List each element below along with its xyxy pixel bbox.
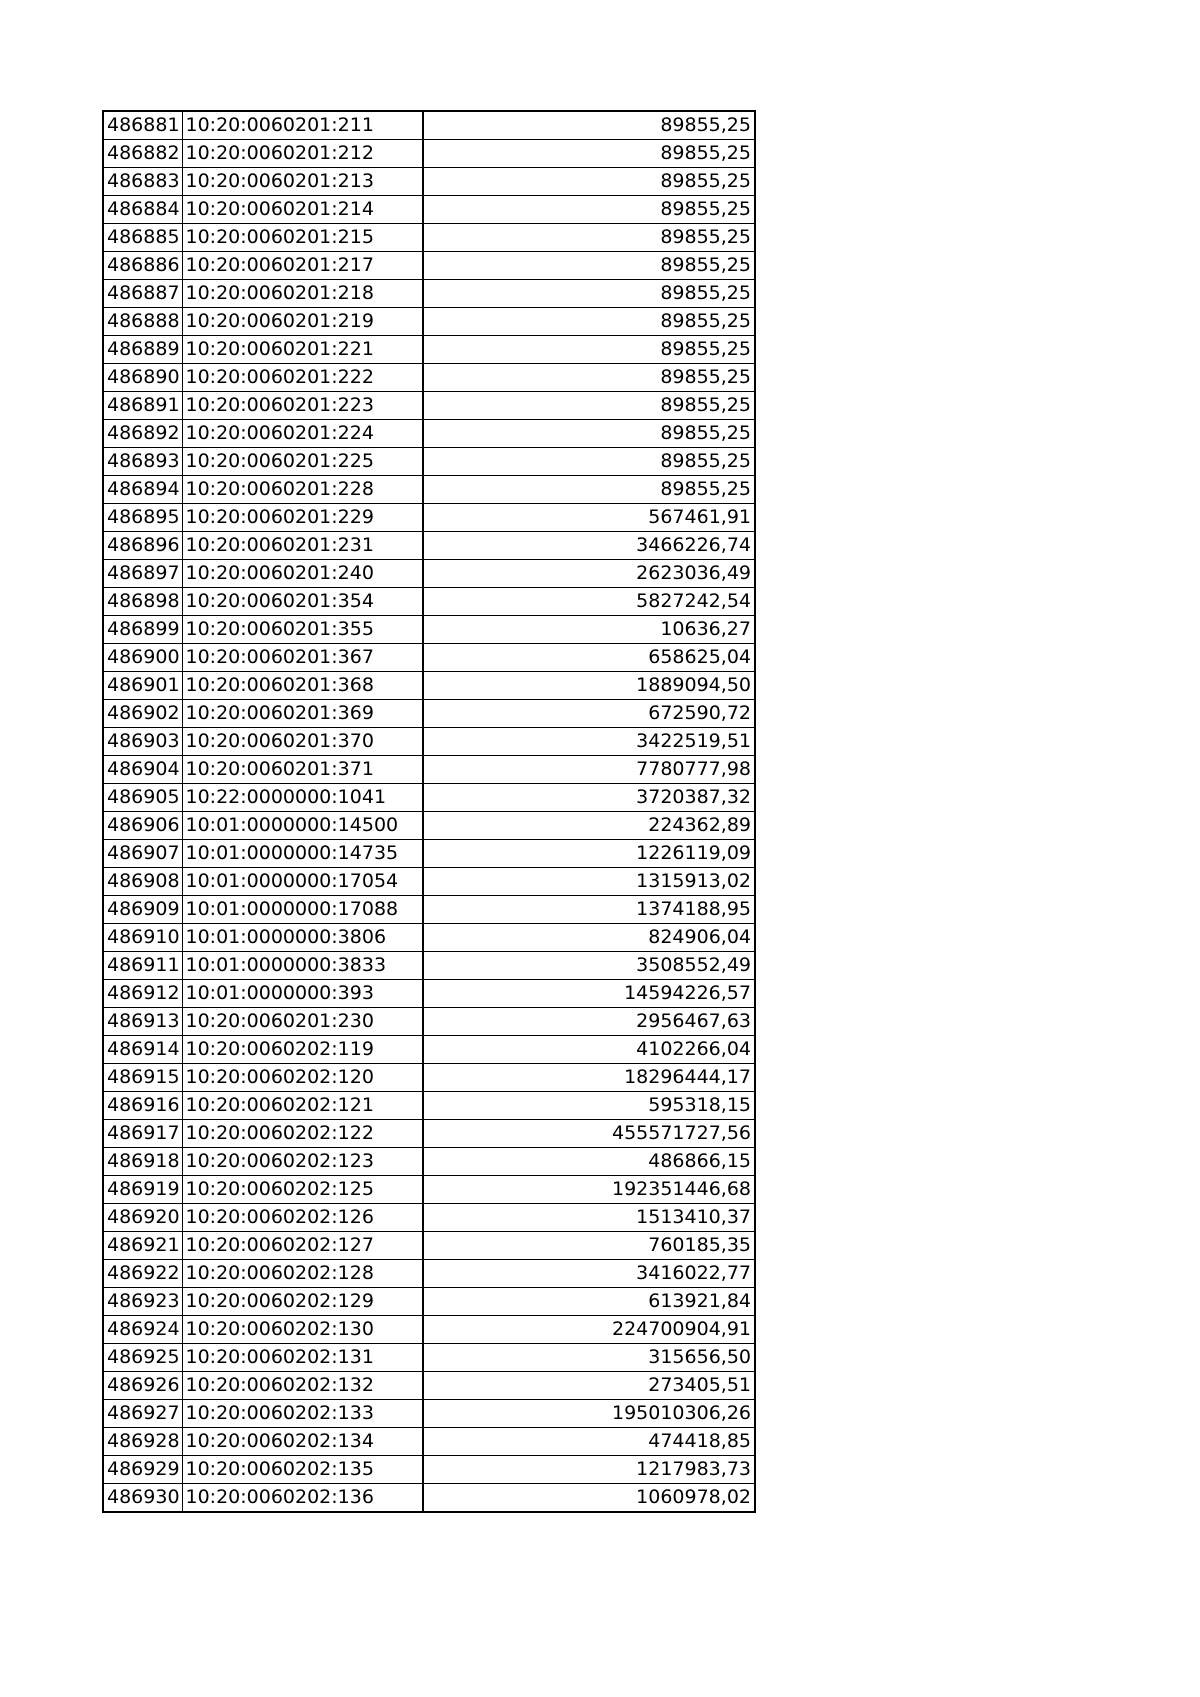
value-cell: 1374188,95 (423, 896, 755, 924)
table-row (103, 1204, 755, 1232)
cadastral-number-cell: 10:20:0060201:354 (182, 588, 423, 616)
cadastral-number-cell: 10:20:0060201:211 (182, 111, 423, 140)
table-row (103, 168, 755, 196)
value-cell: 89855,25 (423, 336, 755, 364)
table-body (103, 111, 755, 1512)
value-cell: 2623036,49 (423, 560, 755, 588)
value-cell: 3508552,49 (423, 952, 755, 980)
row-id-cell: 486907 (103, 840, 182, 868)
value-cell: 89855,25 (423, 224, 755, 252)
table-row (103, 476, 755, 504)
cadastral-number-cell: 10:20:0060201:219 (182, 308, 423, 336)
table-row (103, 532, 755, 560)
value-cell: 89855,25 (423, 476, 755, 504)
row-id-cell: 486889 (103, 336, 182, 364)
cadastral-number-cell: 10:20:0060201:224 (182, 420, 423, 448)
value-cell: 89855,25 (423, 392, 755, 420)
table-row (103, 1260, 755, 1288)
row-id-cell: 486923 (103, 1288, 182, 1316)
value-cell: 89855,25 (423, 420, 755, 448)
value-cell: 3422519,51 (423, 728, 755, 756)
value-cell: 824906,04 (423, 924, 755, 952)
row-id-cell: 486900 (103, 644, 182, 672)
cadastral-number-cell: 10:20:0060202:123 (182, 1148, 423, 1176)
table-row (103, 1400, 755, 1428)
table-row (103, 1372, 755, 1400)
cadastral-number-cell: 10:20:0060201:228 (182, 476, 423, 504)
value-cell: 4102266,04 (423, 1036, 755, 1064)
cadastral-number-cell: 10:20:0060202:131 (182, 1344, 423, 1372)
table-row (103, 1092, 755, 1120)
value-cell: 3720387,32 (423, 784, 755, 812)
cadastral-number-cell: 10:20:0060202:126 (182, 1204, 423, 1232)
row-id-cell: 486887 (103, 280, 182, 308)
table-row (103, 308, 755, 336)
cadastral-number-cell: 10:20:0060201:230 (182, 1008, 423, 1036)
row-id-cell: 486926 (103, 1372, 182, 1400)
table-row (103, 1344, 755, 1372)
table-row (103, 1428, 755, 1456)
cadastral-number-cell: 10:20:0060201:371 (182, 756, 423, 784)
table-row (103, 644, 755, 672)
value-cell: 192351446,68 (423, 1176, 755, 1204)
value-cell: 1315913,02 (423, 868, 755, 896)
value-cell: 455571727,56 (423, 1120, 755, 1148)
cadastral-number-cell: 10:20:0060201:355 (182, 616, 423, 644)
row-id-cell: 486897 (103, 560, 182, 588)
cadastral-number-cell: 10:20:0060201:370 (182, 728, 423, 756)
cadastral-number-cell: 10:20:0060201:217 (182, 252, 423, 280)
cadastral-number-cell: 10:20:0060202:133 (182, 1400, 423, 1428)
row-id-cell: 486928 (103, 1428, 182, 1456)
cadastral-number-cell: 10:20:0060201:369 (182, 700, 423, 728)
cadastral-number-cell: 10:20:0060202:130 (182, 1316, 423, 1344)
value-cell: 5827242,54 (423, 588, 755, 616)
row-id-cell: 486883 (103, 168, 182, 196)
row-id-cell: 486929 (103, 1456, 182, 1484)
value-cell: 14594226,57 (423, 980, 755, 1008)
cadastral-number-cell: 10:01:0000000:14500 (182, 812, 423, 840)
value-cell: 486866,15 (423, 1148, 755, 1176)
table-row (103, 588, 755, 616)
table-row (103, 224, 755, 252)
row-id-cell: 486896 (103, 532, 182, 560)
cadastral-number-cell: 10:01:0000000:14735 (182, 840, 423, 868)
table-row (103, 672, 755, 700)
table-row (103, 756, 755, 784)
value-cell: 1060978,02 (423, 1484, 755, 1513)
table-row (103, 1036, 755, 1064)
row-id-cell: 486890 (103, 364, 182, 392)
row-id-cell: 486924 (103, 1316, 182, 1344)
cadastral-number-cell: 10:20:0060201:215 (182, 224, 423, 252)
cadastral-number-cell: 10:20:0060202:127 (182, 1232, 423, 1260)
value-cell: 567461,91 (423, 504, 755, 532)
value-cell: 89855,25 (423, 364, 755, 392)
cadastral-number-cell: 10:01:0000000:3833 (182, 952, 423, 980)
row-id-cell: 486930 (103, 1484, 182, 1513)
value-cell: 2956467,63 (423, 1008, 755, 1036)
row-id-cell: 486922 (103, 1260, 182, 1288)
row-id-cell: 486885 (103, 224, 182, 252)
cadastral-number-cell: 10:01:0000000:3806 (182, 924, 423, 952)
value-cell: 89855,25 (423, 252, 755, 280)
row-id-cell: 486893 (103, 448, 182, 476)
row-id-cell: 486908 (103, 868, 182, 896)
row-id-cell: 486905 (103, 784, 182, 812)
value-cell: 1513410,37 (423, 1204, 755, 1232)
cadastral-number-cell: 10:20:0060202:128 (182, 1260, 423, 1288)
row-id-cell: 486909 (103, 896, 182, 924)
row-id-cell: 486902 (103, 700, 182, 728)
value-cell: 1226119,09 (423, 840, 755, 868)
cadastral-number-cell: 10:20:0060202:120 (182, 1064, 423, 1092)
table-row (103, 728, 755, 756)
row-id-cell: 486898 (103, 588, 182, 616)
row-id-cell: 486882 (103, 140, 182, 168)
value-cell: 3416022,77 (423, 1260, 755, 1288)
cadastral-number-cell: 10:20:0060202:125 (182, 1176, 423, 1204)
cadastral-number-cell: 10:20:0060201:221 (182, 336, 423, 364)
table-row (103, 952, 755, 980)
row-id-cell: 486894 (103, 476, 182, 504)
value-cell: 760185,35 (423, 1232, 755, 1260)
row-id-cell: 486919 (103, 1176, 182, 1204)
table-row (103, 1288, 755, 1316)
cadastral-number-cell: 10:20:0060202:122 (182, 1120, 423, 1148)
row-id-cell: 486916 (103, 1092, 182, 1120)
row-id-cell: 486921 (103, 1232, 182, 1260)
cadastral-number-cell: 10:20:0060202:132 (182, 1372, 423, 1400)
table-row (103, 448, 755, 476)
row-id-cell: 486906 (103, 812, 182, 840)
cadastral-number-cell: 10:20:0060202:129 (182, 1288, 423, 1316)
value-cell: 89855,25 (423, 196, 755, 224)
cadastral-number-cell: 10:20:0060201:367 (182, 644, 423, 672)
row-id-cell: 486913 (103, 1008, 182, 1036)
table-row (103, 1456, 755, 1484)
table-row (103, 560, 755, 588)
table-row (103, 1064, 755, 1092)
table-row (103, 111, 755, 140)
table-row (103, 840, 755, 868)
value-cell: 89855,25 (423, 308, 755, 336)
row-id-cell: 486925 (103, 1344, 182, 1372)
cadastral-number-cell: 10:20:0060201:240 (182, 560, 423, 588)
cadastral-number-cell: 10:20:0060202:121 (182, 1092, 423, 1120)
row-id-cell: 486899 (103, 616, 182, 644)
value-cell: 315656,50 (423, 1344, 755, 1372)
row-id-cell: 486915 (103, 1064, 182, 1092)
table-row (103, 280, 755, 308)
value-cell: 89855,25 (423, 280, 755, 308)
table-row (103, 924, 755, 952)
row-id-cell: 486914 (103, 1036, 182, 1064)
row-id-cell: 486886 (103, 252, 182, 280)
cadastral-number-cell: 10:20:0060201:225 (182, 448, 423, 476)
value-cell: 1889094,50 (423, 672, 755, 700)
row-id-cell: 486891 (103, 392, 182, 420)
table-row (103, 980, 755, 1008)
table-row (103, 1316, 755, 1344)
row-id-cell: 486881 (103, 111, 182, 140)
value-cell: 89855,25 (423, 168, 755, 196)
cadastral-number-cell: 10:20:0060201:218 (182, 280, 423, 308)
value-cell: 7780777,98 (423, 756, 755, 784)
row-id-cell: 486888 (103, 308, 182, 336)
value-cell: 1217983,73 (423, 1456, 755, 1484)
table-row (103, 364, 755, 392)
table-row (103, 392, 755, 420)
row-id-cell: 486892 (103, 420, 182, 448)
cadastral-number-cell: 10:20:0060202:134 (182, 1428, 423, 1456)
row-id-cell: 486884 (103, 196, 182, 224)
value-cell: 474418,85 (423, 1428, 755, 1456)
table-row (103, 784, 755, 812)
value-cell: 10636,27 (423, 616, 755, 644)
cadastral-number-cell: 10:20:0060201:213 (182, 168, 423, 196)
row-id-cell: 486910 (103, 924, 182, 952)
cadastral-number-cell: 10:01:0000000:17054 (182, 868, 423, 896)
value-cell: 89855,25 (423, 140, 755, 168)
table-row (103, 700, 755, 728)
row-id-cell: 486901 (103, 672, 182, 700)
row-id-cell: 486903 (103, 728, 182, 756)
value-cell: 195010306,26 (423, 1400, 755, 1428)
table-row (103, 1148, 755, 1176)
value-cell: 613921,84 (423, 1288, 755, 1316)
row-id-cell: 486917 (103, 1120, 182, 1148)
value-cell: 89855,25 (423, 448, 755, 476)
row-id-cell: 486918 (103, 1148, 182, 1176)
table-row (103, 1008, 755, 1036)
value-cell: 89855,25 (660, 114, 751, 136)
table-row (103, 1176, 755, 1204)
table-row (103, 1120, 755, 1148)
row-id-cell: 486927 (103, 1400, 182, 1428)
value-cell: 273405,51 (423, 1372, 755, 1400)
table-row (103, 896, 755, 924)
table-row (103, 140, 755, 168)
table-row (103, 1232, 755, 1260)
cadastral-number-cell: 10:20:0060201:231 (182, 532, 423, 560)
cadastral-number-cell: 10:20:0060202:136 (182, 1484, 423, 1513)
row-id-cell: 486920 (103, 1204, 182, 1232)
row-id-cell: 486911 (103, 952, 182, 980)
table-row (103, 196, 755, 224)
value-cell: 224700904,91 (423, 1316, 755, 1344)
cadastral-number-cell: 10:20:0060201:214 (182, 196, 423, 224)
table-row (103, 420, 755, 448)
cadastral-number-cell: 10:20:0060202:119 (182, 1036, 423, 1064)
cadastral-number-cell: 10:20:0060201:229 (182, 504, 423, 532)
table-row (103, 252, 755, 280)
cadastral-number-cell: 10:20:0060201:368 (182, 672, 423, 700)
cadastral-number-cell: 10:01:0000000:17088 (182, 896, 423, 924)
table-row (103, 812, 755, 840)
row-id-cell: 486895 (103, 504, 182, 532)
table-row (103, 868, 755, 896)
row-id-cell: 486912 (103, 980, 182, 1008)
row-id-cell: 486904 (103, 756, 182, 784)
table-row (103, 1484, 755, 1513)
value-cell: 18296444,17 (423, 1064, 755, 1092)
cadastral-number-cell: 10:20:0060201:222 (182, 364, 423, 392)
cadastral-number-cell: 10:20:0060202:135 (182, 1456, 423, 1484)
cadastral-value-table (102, 110, 756, 1513)
value-cell: 672590,72 (423, 700, 755, 728)
cadastral-number-cell: 10:20:0060201:223 (182, 392, 423, 420)
value-cell: 658625,04 (423, 644, 755, 672)
table-row (103, 504, 755, 532)
table-row (103, 616, 755, 644)
cadastral-number-cell: 10:20:0060201:212 (182, 140, 423, 168)
value-cell: 3466226,74 (423, 532, 755, 560)
cadastral-number-cell: 10:22:0000000:1041 (182, 784, 423, 812)
table-row (103, 336, 755, 364)
value-cell: 224362,89 (423, 812, 755, 840)
value-cell: 595318,15 (423, 1092, 755, 1120)
cadastral-number-cell: 10:01:0000000:393 (182, 980, 423, 1008)
